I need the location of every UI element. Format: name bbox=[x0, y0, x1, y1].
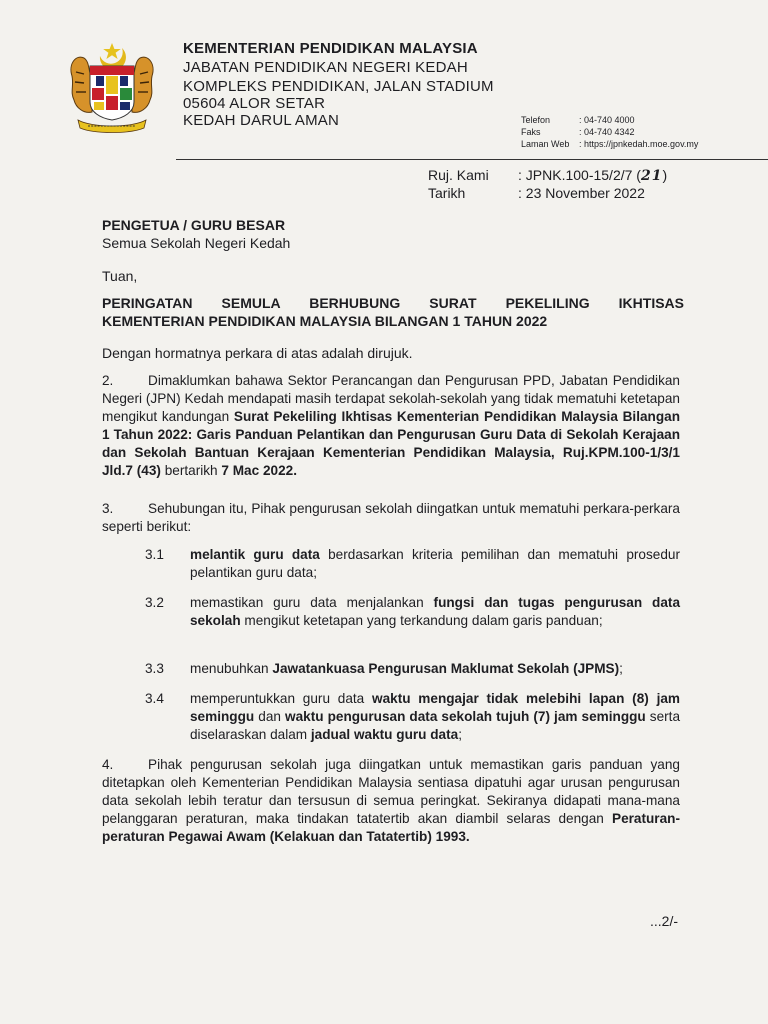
paragraph-4-number: 4. bbox=[102, 757, 114, 772]
reference-value: : JPNK.100-15/2/7 ( bbox=[518, 167, 641, 183]
paragraph-2-bold-b: 7 Mac 2022. bbox=[221, 463, 297, 478]
paragraph-2-number: 2. bbox=[102, 373, 114, 388]
item-3-1 bbox=[190, 546, 680, 582]
item-3-4 bbox=[190, 690, 680, 744]
contact-website-value: : https://jpnkedah.moe.gov.my bbox=[579, 139, 699, 149]
item-3-2-part-1: memastikan guru data menjalankan bbox=[190, 595, 434, 610]
ministry-name: KEMENTERIAN PENDIDIKAN MALAYSIA bbox=[183, 40, 478, 57]
item-3-4-part-6: jadual waktu guru data bbox=[310, 727, 459, 742]
paragraph-3 bbox=[102, 500, 680, 536]
subject-line-2: KEMENTERIAN PENDIDIKAN MALAYSIA BILANGAN 1 TAHUN 2022 bbox=[102, 313, 548, 329]
item-3-4-part-3: dan bbox=[254, 709, 285, 724]
item-3-1-number: 3.1 bbox=[145, 547, 164, 562]
address-line-2: 05604 ALOR SETAR bbox=[183, 95, 326, 112]
reference-label: Ruj. Kami bbox=[428, 167, 489, 183]
paragraph-2-text-b: bertarikh bbox=[160, 463, 222, 478]
item-3-3 bbox=[190, 660, 680, 678]
contact-phone bbox=[521, 115, 635, 126]
reference-number bbox=[428, 166, 667, 185]
address-line-1: KOMPLEKS PENDIDIKAN, JALAN STADIUM bbox=[183, 78, 494, 95]
paragraph-4-text: Pihak pengurusan sekolah juga diingatkan untuk memastikan garis panduan yang ditetapkan oleh Kementerian Pendidikan Malaysia sentiasa dipatuhi agar urusan pengurusan data sekolah lebih teratur dan tersusun di semua peringkat. Sekiranya didapati mana-mana pelanggaran peraturan, maka tindakan tatatertib akan diambil selaras dengan bbox=[102, 757, 680, 826]
header-divider bbox=[176, 159, 768, 160]
page-continuation: ...2/- bbox=[650, 913, 679, 929]
item-3-2 bbox=[190, 594, 680, 630]
paragraph-2 bbox=[102, 372, 680, 480]
paragraph-2-bold-a: Surat Pekeliling Ikhtisas Kementerian Pendidikan Malaysia Bilangan 1 Tahun 2022: Garis Panduan Pelantikan dan Pengurusan Guru Data di Sekolah Kerajaan dan Sekolah Bantuan Kerajaan Kementerian Pendidikan Malaysia, Ruj.KPM.100-1/3/1 Jld.7 (43) bbox=[102, 409, 680, 478]
item-3-2-number: 3.2 bbox=[145, 595, 164, 610]
item-3-4-number: 3.4 bbox=[145, 691, 164, 706]
contact-fax-value: : 04-740 4342 bbox=[579, 127, 635, 137]
date-label: Tarikh bbox=[428, 185, 466, 201]
item-3-4-part-2: waktu mengajar tidak melebihi lapan (8) jam seminggu bbox=[190, 691, 680, 724]
item-3-4-part-5: serta diselaraskan dalam bbox=[190, 709, 681, 742]
item-3-4-part-7: ; bbox=[458, 727, 462, 742]
contact-fax-label: Faks bbox=[521, 127, 541, 137]
paragraph-4 bbox=[102, 756, 680, 846]
recipient-title: PENGETUA / GURU BESAR bbox=[102, 217, 286, 233]
paragraph-4-bold: Peraturan-peraturan Pegawai Awam (Kelakuan dan Tatatertib) 1993. bbox=[102, 811, 680, 844]
item-3-3-number: 3.3 bbox=[145, 661, 164, 676]
item-3-4-part-1: memperuntukkan guru data bbox=[190, 691, 372, 706]
item-3-3-part-2: Jawatankuasa Pengurusan Maklumat Sekolah (JPMS) bbox=[272, 661, 620, 676]
paragraph-3-number: 3. bbox=[102, 501, 114, 516]
subject-line-1: PERINGATAN SEMULA BERHUBUNG SURAT PEKELILING IKHTISAS bbox=[102, 295, 684, 311]
address-line-3: KEDAH DARUL AMAN bbox=[183, 112, 340, 129]
salutation: Tuan, bbox=[102, 268, 138, 284]
item-3-3-part-3: ; bbox=[619, 661, 623, 676]
paragraph-3-text: Sehubungan itu, Pihak pengurusan sekolah diingatkan untuk mematuhi perkara-perkara seperti berikut: bbox=[102, 501, 680, 534]
reference-close: ) bbox=[662, 167, 668, 183]
contact-website-label: Laman Web bbox=[521, 139, 570, 149]
date-value: : 23 November 2022 bbox=[518, 185, 645, 201]
recipient-subtitle: Semua Sekolah Negeri Kedah bbox=[102, 235, 291, 251]
item-3-1-part-1: melantik guru data bbox=[190, 547, 320, 562]
contact-fax bbox=[521, 127, 635, 138]
item-3-2-part-2: fungsi dan tugas pengurusan data sekolah bbox=[190, 595, 680, 628]
item-3-1-part-2: berdasarkan kriteria pemilihan dan mematuhi prosedur pelantikan guru data; bbox=[190, 547, 680, 580]
item-3-3-part-1: menubuhkan bbox=[190, 661, 273, 676]
item-3-2-part-3: mengikut ketetapan yang terkandung dalam garis panduan; bbox=[240, 613, 603, 628]
item-3-4-part-4: waktu pengurusan data sekolah tujuh (7) jam seminggu bbox=[285, 709, 646, 724]
contact-website bbox=[521, 139, 698, 150]
reference-handwritten: 21 bbox=[640, 168, 663, 184]
department-name: JABATAN PENDIDIKAN NEGERI KEDAH bbox=[183, 59, 468, 76]
opening-line: Dengan hormatnya perkara di atas adalah dirujuk. bbox=[102, 345, 413, 361]
contact-phone-label: Telefon bbox=[521, 115, 551, 125]
malaysia-coat-of-arms-icon bbox=[62, 42, 162, 134]
paragraph-2-text-a: Dimaklumkan bahawa Sektor Perancangan dan Pengurusan PPD, Jabatan Pendidikan Negeri (JPN) Kedah mendapati masih terdapat sekolah-sekolah yang tidak mematuhi ketetapan mengikut kandungan bbox=[102, 373, 680, 424]
letter-date bbox=[428, 184, 645, 202]
contact-phone-value: : 04-740 4000 bbox=[579, 115, 635, 125]
